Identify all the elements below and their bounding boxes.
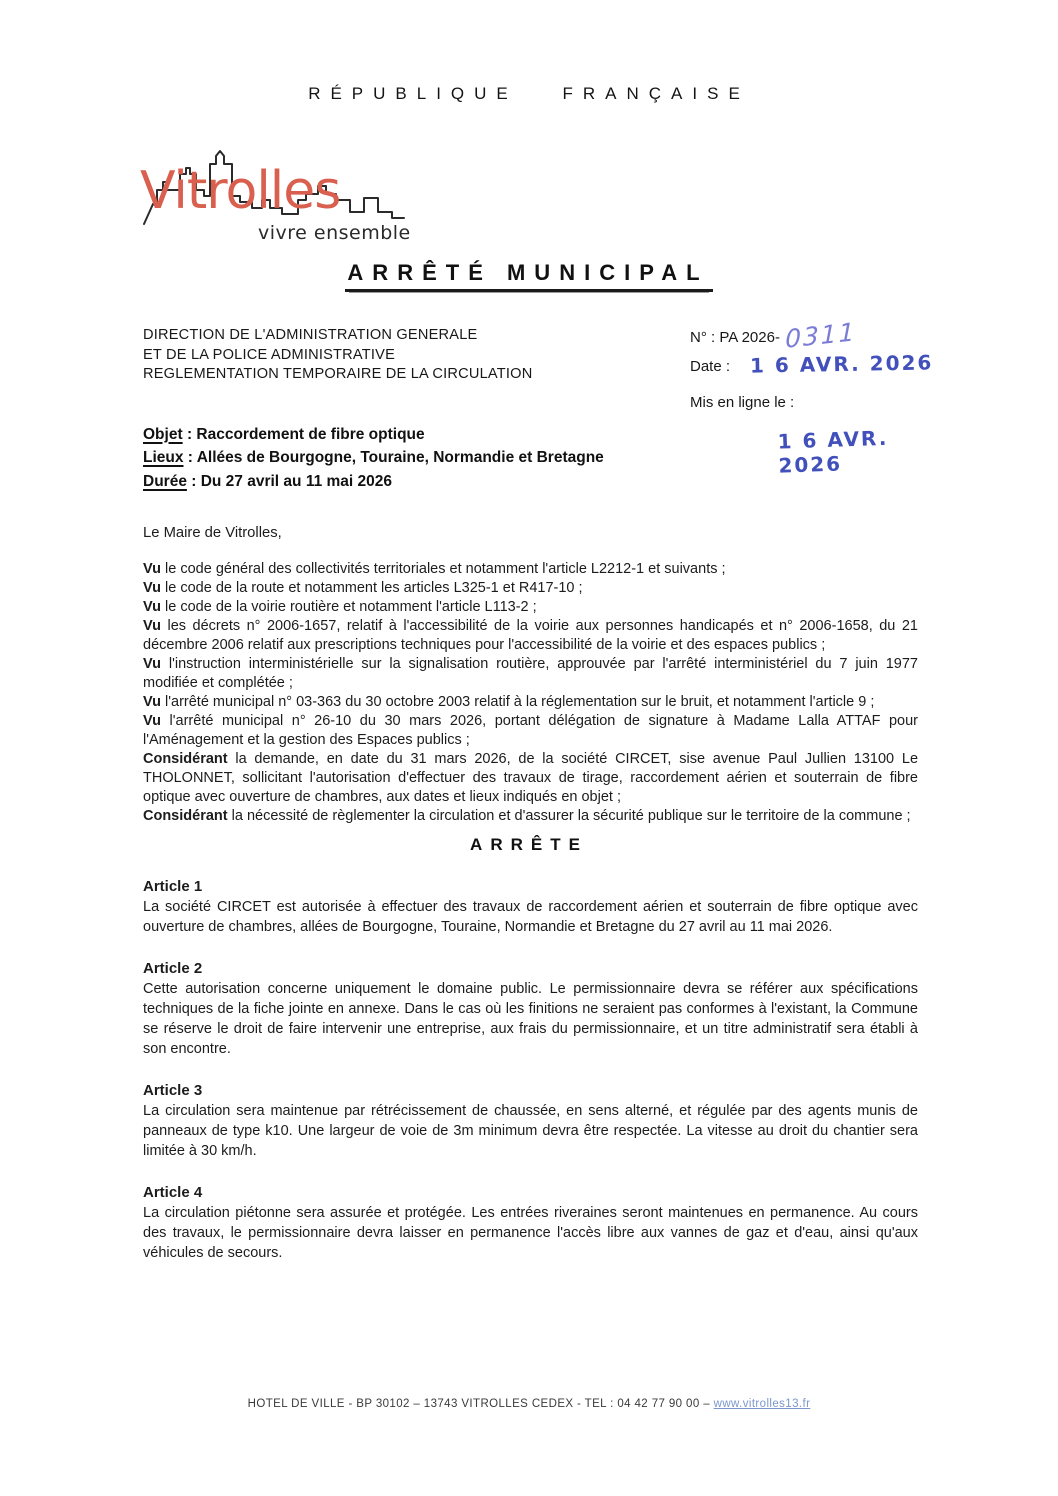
recital-text: le code de la route et notamment les articles L325-1 et R417-10 ;: [165, 580, 583, 596]
recital: [143, 693, 918, 712]
document-title: ARRÊTÉ MUNICIPAL: [345, 260, 712, 292]
recital: [143, 750, 918, 807]
articles: [143, 877, 918, 1263]
recital-text: la nécessité de règlementer la circulation et d'assurer la sécurité publique sur le territoire de la commune ;: [231, 808, 911, 824]
subject-places-value: : Allées de Bourgogne, Touraine, Normandie et Bretagne: [187, 449, 604, 466]
recital-text: le code général des collectivités territoriales et notamment l'article L2212-1 et suivants ;: [165, 561, 726, 577]
article-body: La circulation sera maintenue par rétrécissement de chaussée, en sens alterné, et régulée par des agents munis de panneaux de type k10. Une largeur de voie de 3m minimum devra être respectée. La vitesse au droit du chantier sera limitée à 30 km/h.: [143, 1103, 918, 1159]
meta-section: [143, 317, 934, 493]
recital-text: les décrets n° 2006-1657, relatif à l'accessibilité de la voirie aux personnes handicapés et n° 2006-1658, du 21 décembre 2006 relatif aux prescriptions techniques pour l'accessibilité de la voirie et des espaces publics ;: [143, 618, 918, 653]
recital: [143, 598, 918, 617]
subject-object-value: : Raccordement de fibre optique: [186, 425, 425, 443]
recital-lead: Considérant: [143, 751, 228, 767]
recital-lead: Vu: [143, 561, 161, 577]
recital-lead: Vu: [143, 713, 161, 729]
recital-text: l'instruction interministérielle sur la signalisation routière, approuvée par l'arrêté interministériel du 7 juin 1977 modifiée et complétée ;: [143, 656, 918, 691]
footer-website-link[interactable]: www.vitrolles13.fr: [713, 1398, 811, 1410]
article-2: [143, 959, 918, 1059]
recital: [143, 579, 918, 598]
footer-address: HOTEL DE VILLE - BP 30102 – 13743 VITROLLES CEDEX - TEL : 04 42 77 90 00 –: [247, 1398, 714, 1410]
recital: [143, 617, 918, 655]
date-line: [690, 350, 934, 378]
article-4: [143, 1183, 918, 1263]
salutation: Le Maire de Vitrolles,: [143, 525, 282, 541]
subject-object-label: Objet: [143, 425, 183, 443]
recital-lead: Vu: [143, 599, 161, 615]
direction-line: ET DE LA POLICE ADMINISTRATIVE: [143, 346, 395, 363]
article-body: La circulation piétonne sera assurée et protégée. Les entrées riveraines seront maintenues en permanence. Au cours des travaux, le permissionnaire devra laisser en permanence l'accès libre aux vannes de gaz et d'eau, ainsi qu'aux véhicules de secours.: [143, 1205, 918, 1261]
subject-places-label: Lieux: [143, 449, 184, 466]
recital-text: le code de la voirie routière et notamment l'article L113-2 ;: [165, 599, 537, 615]
subject-duration-label: Durée: [143, 472, 187, 490]
direction-line: REGLEMENTATION TEMPORAIRE DE LA CIRCULATION: [143, 366, 533, 382]
article-title: Article 2: [143, 960, 203, 977]
recital-text: l'arrêté municipal n° 03-363 du 30 octobre 2003 relatif à la réglementation sur le bruit, et notamment l'article 9 ;: [165, 694, 875, 710]
recital: [143, 560, 918, 579]
reference-block: [690, 317, 934, 478]
recitals: [143, 560, 918, 826]
subject-duration-value: : Du 27 avril au 11 mai 2026: [191, 472, 393, 490]
recital-text: l'arrêté municipal n° 26-10 du 30 mars 2026, portant délégation de signature à Madame Lalla ATTAF pour l'Aménagement et la gestion des Espaces publics ;: [143, 713, 918, 748]
article-body: Cette autorisation concerne uniquement le domaine public. Le permissionnaire devra se référer aux spécifications techniques de la fiche jointe en annexe. Dans le cas où les finitions ne seraient pas conformes à l'existant, la Commune se réserve le droit de faire intervenir une entreprise, aux frais du permissionnaire, et un titre administratif sera établi à son encontre.: [143, 981, 918, 1057]
decree-number-line: [690, 317, 930, 354]
article-body: La société CIRCET est autorisée à effectuer des travaux de raccordement aérien et souterrain de fibre optique avec ouverture de chambres, allées de Bourgogne, Touraine, Normandie et Bretagne du 27 avril au 11 mai 2026.: [143, 899, 918, 935]
article-title: Article 4: [143, 1184, 203, 1201]
arrete-heading: ARRÊTE: [470, 835, 588, 854]
article-title: Article 1: [143, 878, 203, 895]
recital-lead: Vu: [143, 656, 161, 672]
article-title: Article 3: [143, 1082, 203, 1099]
vitrolles-logo: [140, 140, 440, 246]
decree-number-handwritten: 0311: [785, 317, 857, 354]
date-label: Date :: [690, 358, 731, 375]
recital-text: la demande, en date du 31 mars 2026, de la société CIRCET, sise avenue Paul Jullien 13100 Le THOLONNET, sollicitant l'autorisation d'effectuer des travaux de tirage, raccordement aérien et souterrain de fibre optique avec ouverture de chambres, aux dates et lieux indiqués en objet ;: [143, 751, 919, 805]
logo-wordmark: Vitrolles: [140, 161, 341, 221]
article-1: [143, 877, 918, 937]
online-label: Mis en ligne le :: [690, 394, 795, 411]
article-3: [143, 1081, 918, 1161]
online-date-stamp: 1 6 AVR. 2026: [777, 425, 889, 478]
recital: [143, 712, 918, 750]
direction-line: DIRECTION DE L'ADMINISTRATION GENERALE: [143, 327, 478, 343]
footer: [0, 1398, 1058, 1410]
recital-lead: Vu: [143, 694, 161, 710]
recital-lead: Vu: [143, 580, 161, 596]
recital: [143, 807, 918, 826]
logo-tagline: vivre ensemble: [258, 222, 411, 244]
recital-lead: Considérant: [143, 808, 228, 824]
recital: [143, 655, 918, 693]
recital-lead: Vu: [143, 618, 161, 634]
decree-number-label: N° : PA 2026-: [690, 329, 780, 346]
republique-heading: RÉPUBLIQUE FRANÇAISE: [308, 84, 750, 103]
date-stamp: 1 6 AVR. 2026: [749, 350, 934, 378]
